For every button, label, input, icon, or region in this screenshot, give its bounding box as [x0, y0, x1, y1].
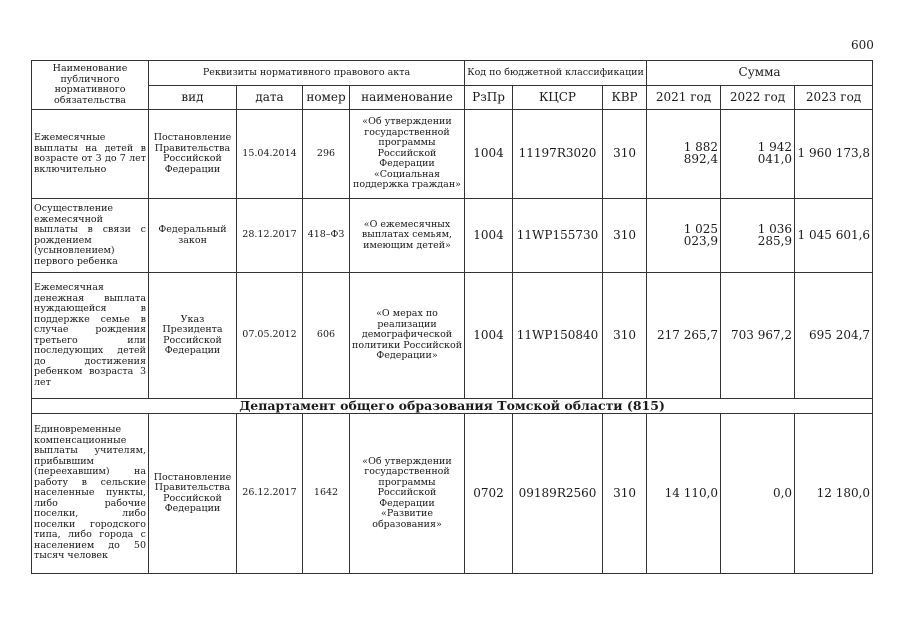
kvr-cell: 310 — [603, 414, 647, 574]
sum-2023-cell: 1 045 601,6 — [795, 199, 873, 273]
number-cell: 606 — [303, 273, 350, 399]
header-2023: 2023 год — [795, 86, 873, 110]
number-cell: 418–ФЗ — [303, 199, 350, 273]
header-obligation-name: Наименование публичного нормативного обязательства — [32, 61, 149, 110]
date-cell: 26.12.2017 — [237, 414, 303, 574]
kind-cell: Постановление Правительства Российской Федерации — [149, 414, 237, 574]
header-number: номер — [303, 86, 350, 110]
header-rzpr: РзПр — [465, 86, 513, 110]
obligation-cell: Ежемесячные выплаты на детей в возрасте от 3 до 7 лет включительно — [32, 110, 149, 199]
header-kind: вид — [149, 86, 237, 110]
department-title: Департамент общего образования Томской области (815) — [32, 399, 873, 414]
sum-2023-cell: 1 960 173,8 — [795, 110, 873, 199]
number-cell: 296 — [303, 110, 350, 199]
kcsr-cell: 09189R2560 — [513, 414, 603, 574]
header-sum: Сумма — [647, 61, 873, 86]
sum-2023-cell: 12 180,0 — [795, 414, 873, 574]
act-name-cell: «Об утверждении государственной программы Российской Федерации «Развитие образования» — [350, 414, 465, 574]
header-kvr: КВР — [603, 86, 647, 110]
table-row — [32, 199, 873, 273]
rzpr-cell: 1004 — [465, 110, 513, 199]
sum-2023-cell: 695 204,7 — [795, 273, 873, 399]
page-number: 600 — [851, 38, 874, 52]
header-name: наименование — [350, 86, 465, 110]
sum-2022-cell: 0,0 — [721, 414, 795, 574]
kind-cell: Указ Президента Российской Федерации — [149, 273, 237, 399]
obligation-cell: Ежемесячная денежная выплата нуждающейся в поддержке семье в случае рождения третьего или последующих детей до достижения ребенком возраста 3 лет — [32, 273, 149, 399]
date-cell: 28.12.2017 — [237, 199, 303, 273]
sum-2021-cell: 14 110,0 — [647, 414, 721, 574]
obligation-cell: Единовременные компенсационные выплаты учителям, прибывшим (переехавшим) на работу в сельские населенные пункты, либо рабочие поселки, либо поселки городского типа, либо города с населением до 50 тысяч человек — [32, 414, 149, 574]
obligations-table — [31, 60, 873, 574]
kcsr-cell: 11WP155730 — [513, 199, 603, 273]
sum-2022-cell: 1 942 041,0 — [721, 110, 795, 199]
kvr-cell: 310 — [603, 273, 647, 399]
sum-2021-cell: 217 265,7 — [647, 273, 721, 399]
header-2021: 2021 год — [647, 86, 721, 110]
date-cell: 15.04.2014 — [237, 110, 303, 199]
header-date: дата — [237, 86, 303, 110]
table-row — [32, 273, 873, 399]
table-row — [32, 110, 873, 199]
department-row — [32, 399, 873, 414]
kind-cell: Постановление Правительства Российской Федерации — [149, 110, 237, 199]
sum-2021-cell: 1 025 023,9 — [647, 199, 721, 273]
act-name-cell: «О мерах по реализации демографической политики Российской Федерации» — [350, 273, 465, 399]
header-kcsr: КЦСР — [513, 86, 603, 110]
sum-2022-cell: 1 036 285,9 — [721, 199, 795, 273]
kvr-cell: 310 — [603, 199, 647, 273]
kind-cell: Федеральный закон — [149, 199, 237, 273]
header-budget-code: Код по бюджетной классификации — [465, 61, 647, 86]
rzpr-cell: 1004 — [465, 199, 513, 273]
rzpr-cell: 0702 — [465, 414, 513, 574]
date-cell: 07.05.2012 — [237, 273, 303, 399]
kcsr-cell: 11WP150840 — [513, 273, 603, 399]
header-2022: 2022 год — [721, 86, 795, 110]
table-row — [32, 414, 873, 574]
kvr-cell: 310 — [603, 110, 647, 199]
rzpr-cell: 1004 — [465, 273, 513, 399]
sum-2021-cell: 1 882 892,4 — [647, 110, 721, 199]
header-row-1 — [32, 61, 873, 86]
obligation-cell: Осуществление ежемесячной выплаты в связи с рождением (усыновлением) первого ребенка — [32, 199, 149, 273]
act-name-cell: «Об утверждении государственной программы Российской Федерации «Социальная поддержка граждан» — [350, 110, 465, 199]
number-cell: 1642 — [303, 414, 350, 574]
kcsr-cell: 11197R3020 — [513, 110, 603, 199]
header-act-requisites: Реквизиты нормативного правового акта — [149, 61, 465, 86]
sum-2022-cell: 703 967,2 — [721, 273, 795, 399]
act-name-cell: «О ежемесячных выплатах семьям, имеющим детей» — [350, 199, 465, 273]
header-row-2 — [32, 86, 873, 110]
